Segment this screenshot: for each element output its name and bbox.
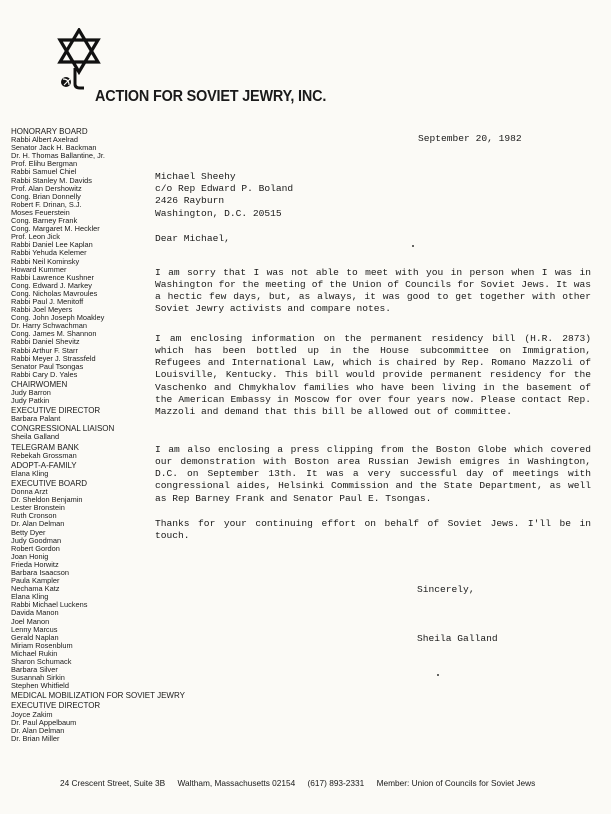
board-section-title: TELEGRAM BANK [11, 442, 80, 452]
board-section-title: HONORARY BOARD [11, 127, 88, 136]
board-member: Betty Dyer [11, 527, 46, 537]
board-member: Prof. Alan Dershowitz [11, 183, 82, 193]
board-member: Rabbi Stanley M. Davids [11, 175, 92, 185]
board-member: Rebekah Grossman [11, 450, 77, 460]
board-member: Senator Paul Tsongas [11, 361, 84, 371]
board-member: Cong. John Joseph Moakley [11, 313, 105, 323]
board-section [11, 462, 149, 478]
board-section [11, 480, 149, 690]
board-member: Barbara Palant [11, 414, 61, 424]
recipient-address [155, 171, 293, 220]
board-member: Howard Kummer [11, 264, 67, 274]
recipient-line: Michael Sheehy [155, 171, 236, 182]
board-member: Elana Kling [11, 468, 49, 478]
board-member: Prof. Leon Jick [11, 232, 60, 242]
salutation: Dear Michael, [155, 233, 230, 244]
board-section-title: EXECUTIVE DIRECTOR [11, 406, 101, 416]
board-member: Gerald Naplan [11, 632, 59, 642]
board-member: Prof. Elihu Bergman [11, 159, 78, 169]
board-section-title: CONGRESSIONAL LIAISON [11, 424, 115, 434]
board-member: Cong. James M. Shannon [11, 329, 97, 339]
board-member: Barbara Isaacson [11, 567, 69, 577]
board-member: Rabbi Daniel Lee Kaplan [11, 240, 93, 250]
board-member: Joyce Zakim [11, 709, 53, 719]
board-member: Cong. Brian Donnelly [11, 191, 81, 201]
board-member: Elana Kling [11, 592, 49, 602]
board-member: Donna Arzt [11, 487, 48, 497]
body-paragraph: I am sorry that I was not able to meet with you in person when I was in Washington for the meeting of the Union of Councils for Soviet Jews. It was a hectic few days, but, as always, it was good to get together with other Soviet Jewry activists and compare notes. [155, 266, 591, 315]
board-member: Dr. Alan Delman [11, 725, 65, 735]
board-section-title: CHAIRWOMEN [11, 379, 68, 389]
board-member: Rabbi Michael Luckens [11, 600, 88, 610]
signer-name: Sheila Galland [417, 633, 498, 644]
board-member: Cong. Margaret M. Heckler [11, 224, 100, 234]
board-section-title: EXECUTIVE BOARD [11, 478, 88, 488]
board-member: Sheila Galland [11, 432, 60, 442]
board-section [11, 444, 149, 460]
board-member: Lester Bronstein [11, 503, 65, 513]
paper-speck [437, 674, 439, 676]
board-member: Moses Feuerstein [11, 207, 70, 217]
board-member: Ruth Cronson [11, 511, 57, 521]
recipient-line: Washington, D.C. 20515 [155, 207, 282, 219]
board-member: Barbara Silver [11, 665, 58, 675]
board-section-title: EXECUTIVE DIRECTOR [11, 701, 101, 711]
board-member: Dr. Alan Delman [11, 519, 65, 529]
board-member: Cong. Nicholas Mavroules [11, 288, 98, 298]
board-section [11, 425, 149, 441]
star-of-david-hammer-sickle-icon [54, 28, 104, 90]
board-member: Judy Barron [11, 388, 51, 397]
board-member: Miriam Rosenblum [11, 640, 73, 650]
board-member: Robert F. Drinan, S.J. [11, 199, 82, 209]
board-member: Michael Rukin [11, 648, 58, 658]
board-member: Rabbi Lawrence Kushner [11, 272, 94, 282]
footer-address: 24 Crescent Street, Suite 3B [60, 778, 166, 788]
board-member: Davida Manon [11, 608, 59, 618]
board-section [11, 128, 149, 379]
board-member: Dr. Harry Schwachman [11, 321, 87, 331]
body-paragraph: I am also enclosing a press clipping from the Boston Globe which covered our demonstration with Boston area Russian Jewish emigres in Washington, D.C. on September 13th. It was a very successful day of meetings with congressional aides, Helsinki Commission and the State Department, as well as Rep Barney Frank and Senator Paul E. Tsongas. [155, 443, 591, 504]
board-member: Paula Kampler [11, 576, 60, 586]
footer-phone: (617) 893-2331 [307, 778, 365, 788]
board-member: Frieda Horwitz [11, 559, 59, 569]
board-member: Cong. Barney Frank [11, 216, 78, 226]
board-member: Joan Honig [11, 551, 49, 561]
board-member: Rabbi Meyer J. Strassfeld [11, 353, 96, 363]
board-member: Lenny Marcus [11, 624, 58, 634]
board-member: Judy Patkin [11, 396, 50, 406]
paper-speck [412, 245, 414, 247]
board-member: Dr. H. Thomas Ballantine, Jr. [11, 151, 105, 161]
footer-member: Member: Union of Councils for Soviet Jews [376, 778, 536, 788]
board-member: Rabbi Yehuda Kelemer [11, 248, 87, 258]
board-member: Joel Manon [11, 616, 50, 626]
board-member: Judy Goodman [11, 535, 62, 545]
board-member: Dr. Sheldon Benjamin [11, 495, 83, 505]
board-section [11, 407, 149, 423]
footer [60, 778, 590, 788]
board-member: Robert Gordon [11, 543, 60, 553]
body-paragraph: I am enclosing information on the permanent residency bill (H.R. 2873) which has been bottled up in the House subcommittee on Immigration, Refugees and International Law, which is chaired by Rep. Romano Mazzoli of Louisville, Kentucky. This bill would provide permanent residency for the Vaschenko and Chmykhalov families who have been living in the basement of the American Embassy in Moscow for over four years now. Please contact Rep. Mazzoli and demand that this bill be allowed out of committee. [155, 332, 591, 418]
board-member: Rabbi Joel Meyers [11, 305, 73, 315]
board-section [11, 381, 149, 405]
board-member: Rabbi Paul J. Menitoff [11, 296, 84, 306]
org-name: ACTION FOR SOVIET JEWRY, INC. [95, 88, 327, 105]
board-section [11, 691, 185, 701]
board-member: Rabbi Albert Axelrad [11, 135, 78, 145]
board-member: Stephen Whitfield [11, 681, 69, 691]
board-list [11, 127, 185, 743]
board-member: Senator Jack H. Backman [11, 143, 97, 153]
board-section [11, 702, 149, 742]
recipient-line: c/o Rep Edward P. Boland [155, 183, 294, 195]
board-member: Rabbi Samuel Chiel [11, 167, 77, 177]
board-member: Rabbi Neil Kominsky [11, 256, 80, 266]
board-member: Rabbi Cary D. Yales [11, 369, 78, 379]
recipient-line: 2426 Rayburn [155, 195, 225, 207]
board-member: Rabbi Daniel Shevitz [11, 337, 80, 347]
footer-city: Waltham, Massachusetts 02154 [177, 778, 296, 788]
board-member: Nechama Katz [11, 584, 60, 594]
board-member: Dr. Paul Appelbaum [11, 717, 77, 727]
board-member: Dr. Brian Miller [11, 733, 60, 743]
board-member: Cong. Edward J. Markey [11, 280, 92, 290]
board-member: Susannah Sirkin [11, 673, 65, 683]
closing: Sincerely, [417, 584, 475, 595]
board-member: Rabbi Arthur F. Starr [11, 345, 78, 355]
letter-date: September 20, 1982 [418, 133, 522, 144]
body-paragraph: Thanks for your continuing effort on behalf of Soviet Jews. I'll be in touch. [155, 517, 591, 541]
board-section-title: ADOPT-A-FAMILY [11, 460, 77, 470]
board-section-title: MEDICAL MOBILIZATION FOR SOVIET JEWRY [11, 691, 185, 701]
board-member: Sharon Schumack [11, 657, 72, 666]
